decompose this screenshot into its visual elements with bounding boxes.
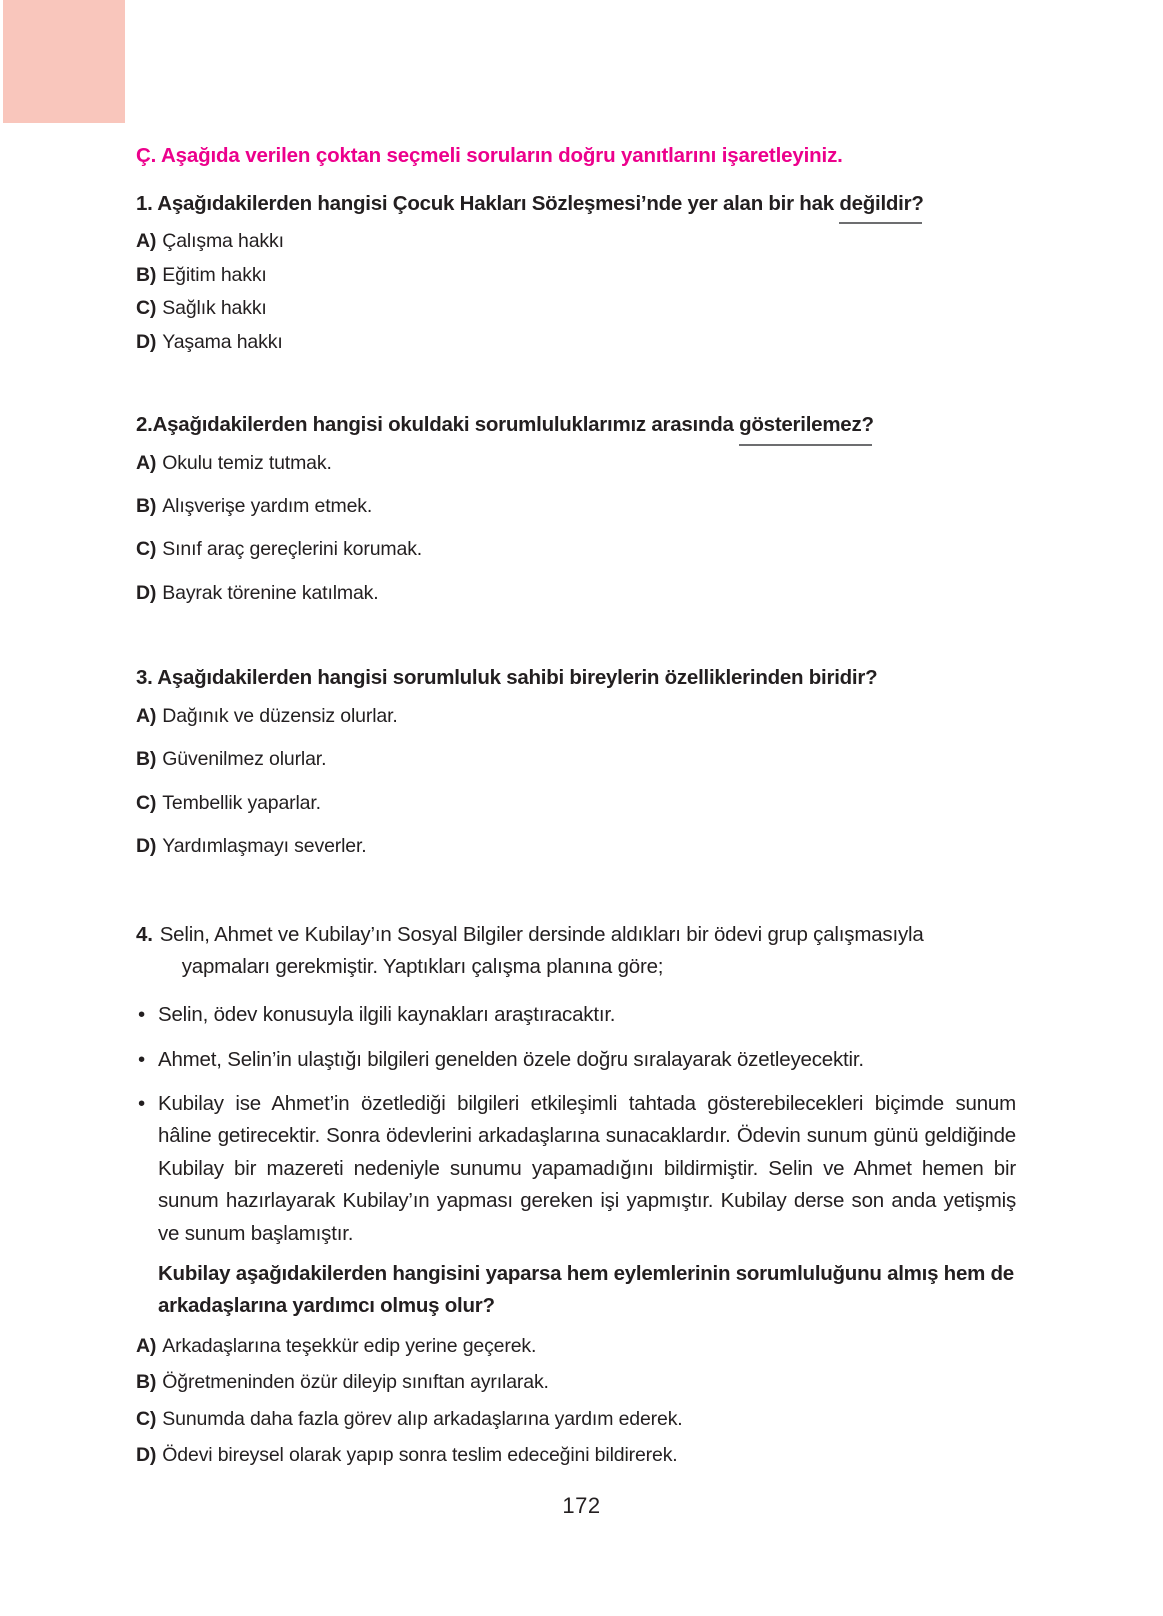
- option-text: Çalışma hakkı: [162, 230, 284, 253]
- option-letter: B): [136, 1371, 157, 1394]
- question-3: [136, 665, 1016, 857]
- question-4-options: [136, 1335, 1016, 1467]
- question-4-bullets: [136, 999, 1016, 1322]
- question-4-intro-body: [160, 919, 1016, 984]
- option-row[interactable]: [136, 1408, 1016, 1430]
- question-1-options: [136, 230, 1016, 353]
- question-4-intro: [136, 919, 1016, 984]
- question-4-bold-question: Kubilay aşağıdakilerden hangisini yaparsa hem eylemlerinin sorumluluğunu almış hem de arkadaşlarına yardımcı olmuş olur?: [158, 1261, 1014, 1318]
- option-row[interactable]: [136, 1371, 1016, 1393]
- option-letter: B): [136, 495, 157, 518]
- bullet-item: [136, 1088, 1016, 1323]
- question-4: [136, 919, 1016, 1467]
- option-letter: B): [136, 263, 157, 286]
- option-row[interactable]: [136, 538, 1016, 560]
- option-row[interactable]: [136, 264, 1016, 286]
- option-text: Öğretmeninden özür dileyip sınıftan ayrılarak.: [162, 1371, 549, 1394]
- question-2-stem-text: 2.Aşağıdakilerden hangisi okuldaki sorumluluklarımız arasında: [136, 412, 740, 436]
- option-row[interactable]: [136, 1444, 1016, 1466]
- question-1-stem: [136, 191, 1016, 218]
- question-2: [136, 412, 1016, 604]
- option-text: Alışverişe yardım etmek.: [162, 495, 373, 518]
- option-letter: C): [136, 538, 157, 561]
- option-letter: C): [136, 1407, 157, 1430]
- option-row[interactable]: [136, 705, 1016, 727]
- question-3-stem: 3. Aşağıdakilerden hangisi sorumluluk sahibi bireylerin özelliklerinden biridir?: [136, 666, 878, 690]
- option-text: Ödevi bireysel olarak yapıp sonra teslim edeceğini bildirerek.: [162, 1444, 678, 1466]
- spacer: [136, 879, 1016, 919]
- option-letter: D): [136, 330, 157, 353]
- option-letter: D): [136, 835, 157, 858]
- page-content: [136, 143, 1016, 1480]
- option-text: Eğitim hakkı: [162, 263, 267, 286]
- option-letter: C): [136, 791, 157, 814]
- option-text: Sınıf araç gereçlerini korumak.: [162, 538, 423, 561]
- option-row[interactable]: [136, 452, 1016, 474]
- option-row[interactable]: [136, 297, 1016, 319]
- option-text: Yardımlaşmayı severler.: [162, 835, 367, 858]
- option-text: Okulu temiz tutmak.: [162, 451, 332, 474]
- option-text: Arkadaşlarına teşekkür edip yerine geçerek.: [162, 1334, 537, 1357]
- option-text: Tembellik yaparlar.: [162, 791, 321, 814]
- spacer: [136, 364, 1016, 412]
- option-row[interactable]: [136, 1335, 1016, 1357]
- option-row[interactable]: [136, 792, 1016, 814]
- spacer: [136, 625, 1016, 665]
- question-2-options: [136, 452, 1016, 605]
- option-row[interactable]: [136, 331, 1016, 353]
- bullet-item: • Ahmet, Selin’in ulaştığı bilgileri genelden özele doğru sıralayarak özetleyecektir.: [136, 1044, 1016, 1076]
- option-row[interactable]: [136, 582, 1016, 604]
- option-text: Sağlık hakkı: [162, 297, 267, 320]
- option-text: Sunumda daha fazla görev alıp arkadaşlarına yardım ederek.: [162, 1407, 683, 1430]
- option-letter: D): [136, 1444, 157, 1466]
- option-letter: A): [136, 1334, 157, 1357]
- option-letter: A): [136, 230, 157, 253]
- question-4-number: 4.: [136, 922, 153, 946]
- option-row[interactable]: [136, 230, 1016, 252]
- question-4-intro-line1: Selin, Ahmet ve Kubilay’ın Sosyal Bilgiler dersinde aldıkları bir ödevi grup çalışmasıyla: [159, 922, 924, 946]
- bullet-item-text: Kubilay ise Ahmet’in özetlediği bilgileri etkileşimli tahtada gösterebilecekleri biçimde sunum hâline getirecektir. Sonra ödevlerini arkadaşlarına sunacaklardır. Ödevin sunum günü geldiğinde Kubilay bir mazereti nedeniyle sunumu yapamadığını bildirmiştir. Selin ve Ahmet hemen bir sunum hazırlayarak Kubilay’ın yapması gereken işi yapmıştır. Kubilay derse son anda yetişmiş ve sunum başlamıştır.: [158, 1092, 1016, 1245]
- option-letter: A): [136, 451, 157, 474]
- option-text: Bayrak törenine katılmak.: [162, 581, 379, 604]
- section-heading: Ç. Aşağıda verilen çoktan seçmeli soruların doğru yanıtlarını işaretleyiniz.: [136, 144, 843, 167]
- option-text: Dağınık ve düzensiz olurlar.: [162, 704, 398, 727]
- option-row[interactable]: [136, 835, 1016, 857]
- option-row[interactable]: [136, 495, 1016, 517]
- question-1-stem-underlined: değildir?: [839, 191, 923, 218]
- option-text: Yaşama hakkı: [162, 330, 283, 353]
- option-letter: C): [136, 297, 157, 320]
- decorative-corner-block: [3, 0, 125, 123]
- question-2-stem-underlined: gösterilemez?: [739, 412, 874, 439]
- option-row[interactable]: [136, 748, 1016, 770]
- bullet-item: • Selin, ödev konusuyla ilgili kaynakları araştıracaktır.: [136, 999, 1016, 1031]
- option-letter: B): [136, 748, 157, 771]
- question-1-stem-text: 1. Aşağıdakilerden hangisi Çocuk Hakları Sözleşmesi’nde yer alan bir hak: [136, 191, 840, 215]
- question-2-stem: [136, 412, 1016, 439]
- option-text: Güvenilmez olurlar.: [162, 748, 327, 771]
- page-number: 172: [562, 1493, 601, 1518]
- option-letter: D): [136, 581, 157, 604]
- question-3-options: [136, 705, 1016, 858]
- question-1: [136, 191, 1016, 353]
- option-letter: A): [136, 704, 157, 727]
- question-4-intro-line2: yapmaları gerekmiştir. Yaptıkları çalışma planına göre;: [181, 954, 664, 978]
